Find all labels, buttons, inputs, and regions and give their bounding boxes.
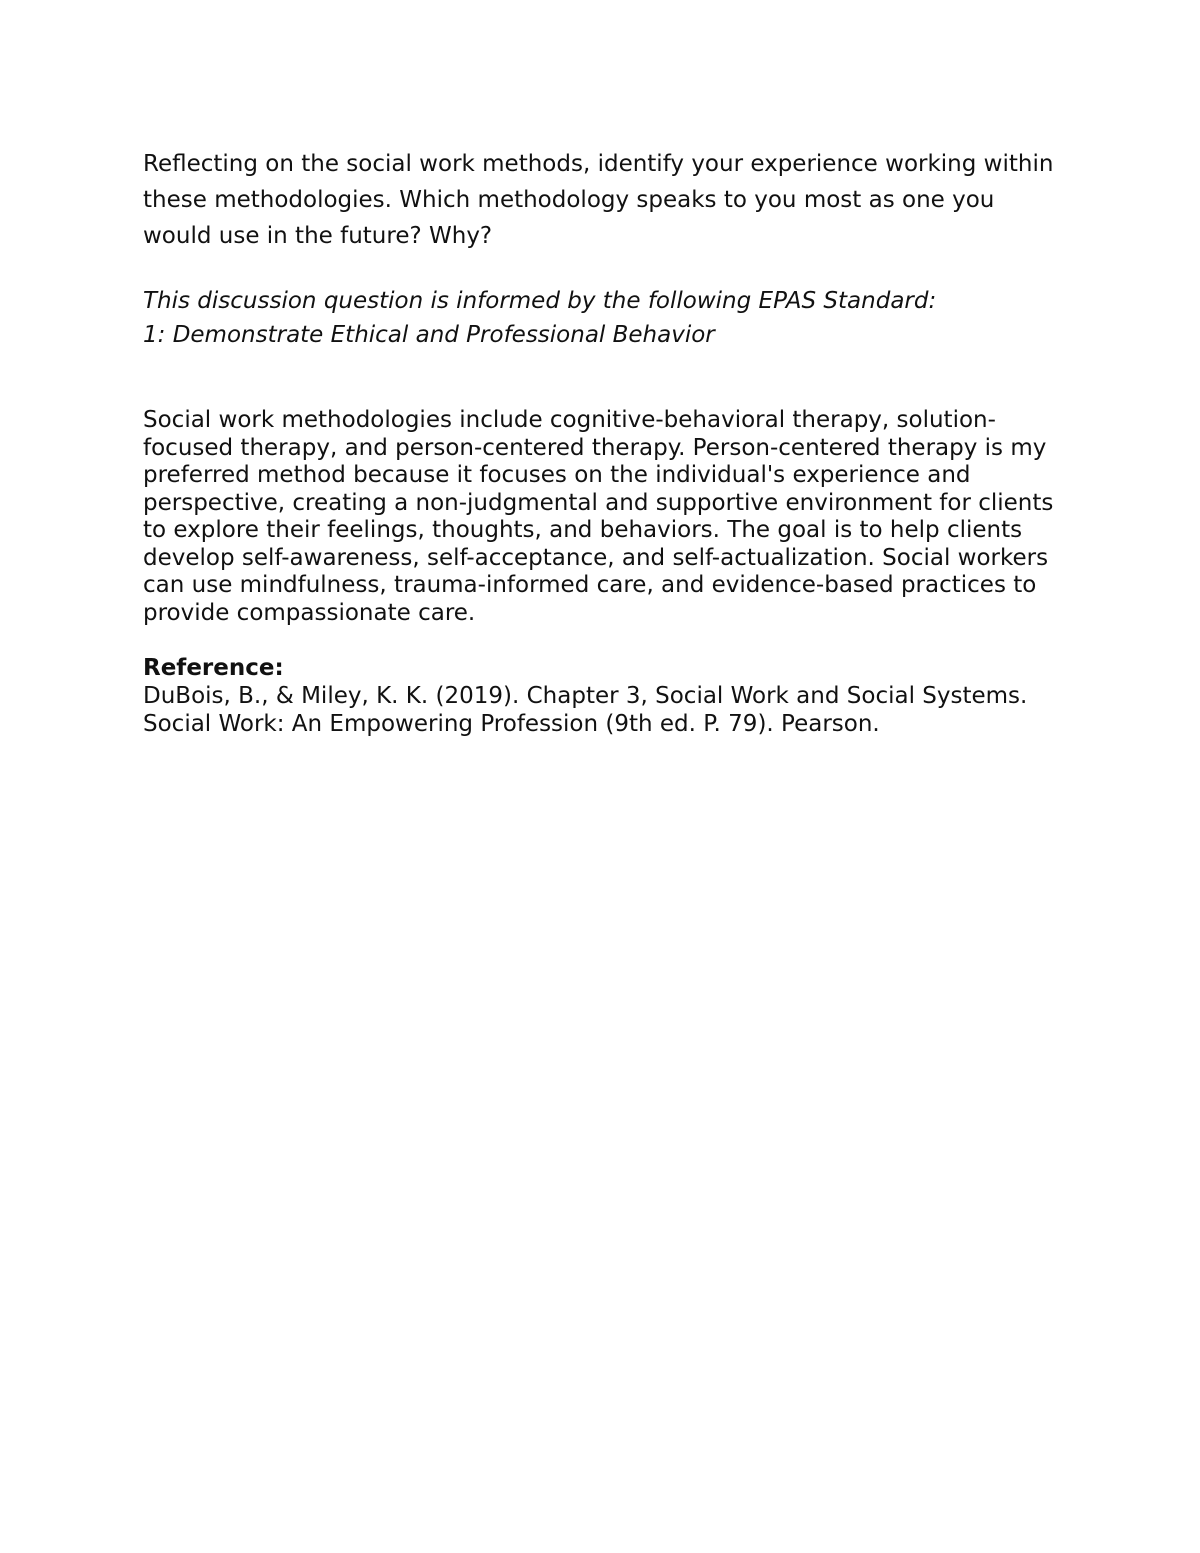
epas-standard-block	[143, 284, 1083, 352]
epas-standard-item: 1: Demonstrate Ethical and Professional Behavior	[143, 322, 715, 348]
discussion-prompt: Reflecting on the social work methods, identify your experience working within these methodologies. Which methodology speaks to you most as one you would use in the future? Why?	[143, 151, 1054, 249]
reference-citation: DuBois, B., & Miley, K. K. (2019). Chapter 3, Social Work and Social Systems. Social Work: An Empowering Profession (9th ed. P. 79). Pearson.	[143, 683, 1028, 737]
reference-block	[143, 654, 1083, 738]
epas-standard-intro: This discussion question is informed by the following EPAS Standard:	[143, 288, 937, 314]
document-body	[143, 146, 1083, 738]
discussion-answer: Social work methodologies include cognitive-behavioral therapy, solution-focused therapy, and person-centered therapy. Person-centered therapy is my preferred method because it focuses on the individual's experience and perspective, creating a non-judgmental and supportive environment for clients to explore their feelings, thoughts, and behaviors. The goal is to help clients develop self-awareness, self-acceptance, and self-actualization. Social workers can use mindfulness, trauma-informed care, and evidence-based practices to provide compassionate care.	[143, 407, 1054, 626]
reference-heading: Reference:	[143, 655, 284, 681]
